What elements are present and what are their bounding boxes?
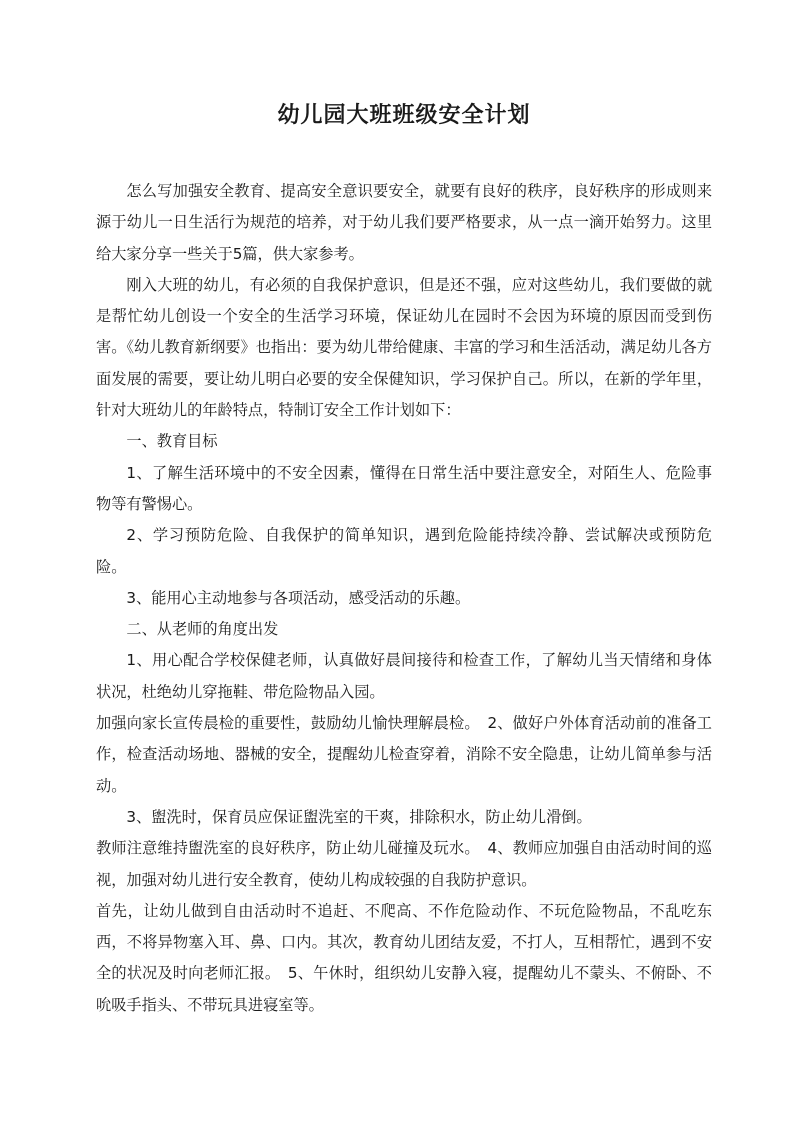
teacher-item-1: 1、用心配合学校保健老师，认真做好晨间接待和检查工作，了解幼儿当天情绪和身体状况，杜绝幼儿穿拖鞋、带危险物品入园。 — [96, 651, 712, 701]
page-title: 幼儿园大班班级安全计划 — [277, 103, 531, 128]
paragraph-intro: 怎么写加强安全教育、提高安全意识要安全，就要有良好的秩序，良好秩序的形成则来源于幼儿一日生活行为规范的培养，对于幼儿我们要严格要求，从一点一滴开始努力。这里给大家分享一些关于5篇，供大家参考。 — [96, 182, 712, 263]
teacher-item-3: 3、盥洗时，保育员应保证盥洗室的干爽，排除积水，防止幼儿滑倒。 — [126, 807, 592, 826]
goal-item-1: 1、了解生活环境中的不安全因素，懂得在日常生活中要注意安全，对陌生人、危险事物等有警惕心。 — [96, 463, 712, 513]
goal-item-2: 2、学习预防危险、自我保护的简单知识，遇到危险能持续冷静、尝试解决或预防危险。 — [96, 526, 712, 576]
section-heading-education-goals: 一、教育目标 — [126, 432, 218, 451]
teacher-item-4: 教师注意维持盥洗室的良好秩序，防止幼儿碰撞及玩水。 4、教师应加强自由活动时间的巡视，加强对幼儿进行安全教育，使幼儿构成较强的自我防护意识。 — [96, 839, 712, 889]
teacher-item-5: 首先，让幼儿做到自由活动时不追赶、不爬高、不作危险动作、不玩危险物品，不乱吃东西，不将异物塞入耳、鼻、口内。其次，教育幼儿团结友爱，不打人，互相帮忙，遇到不安全的状况及时向老师汇报。 5、午休时，组织幼儿安静入寝，提醒幼儿不蒙头、不俯卧、不吮吸手指头、不带玩具进寝室等。 — [96, 901, 712, 1014]
section-heading-teacher-perspective: 二、从老师的角度出发 — [126, 620, 279, 639]
goal-item-3: 3、能用心主动地参与各项活动，感受活动的乐趣。 — [126, 588, 471, 607]
teacher-item-2: 加强向家长宣传晨检的重要性，鼓励幼儿愉快理解晨检。 2、做好户外体育活动前的准备工作，检查活动场地、器械的安全，提醒幼儿检查穿着，消除不安全隐患，让幼儿简单参与活动。 — [96, 714, 712, 795]
paragraph-background: 刚入大班的幼儿，有必须的自我保护意识，但是还不强，应对这些幼儿，我们要做的就是帮忙幼儿创设一个安全的生活学习环境，保证幼儿在园时不会因为环境的原因而受到伤害。《幼儿教育新纲要》也指出：要为幼儿带给健康、丰富的学习和生活活动，满足幼儿各方面发展的需要，要让幼儿明白必要的安全保健知识，学习保护自己。所以，在新的学年里，针对大班幼儿的年龄特点，特制订安全工作计划如下： — [96, 275, 712, 420]
document-body — [96, 176, 712, 1021]
